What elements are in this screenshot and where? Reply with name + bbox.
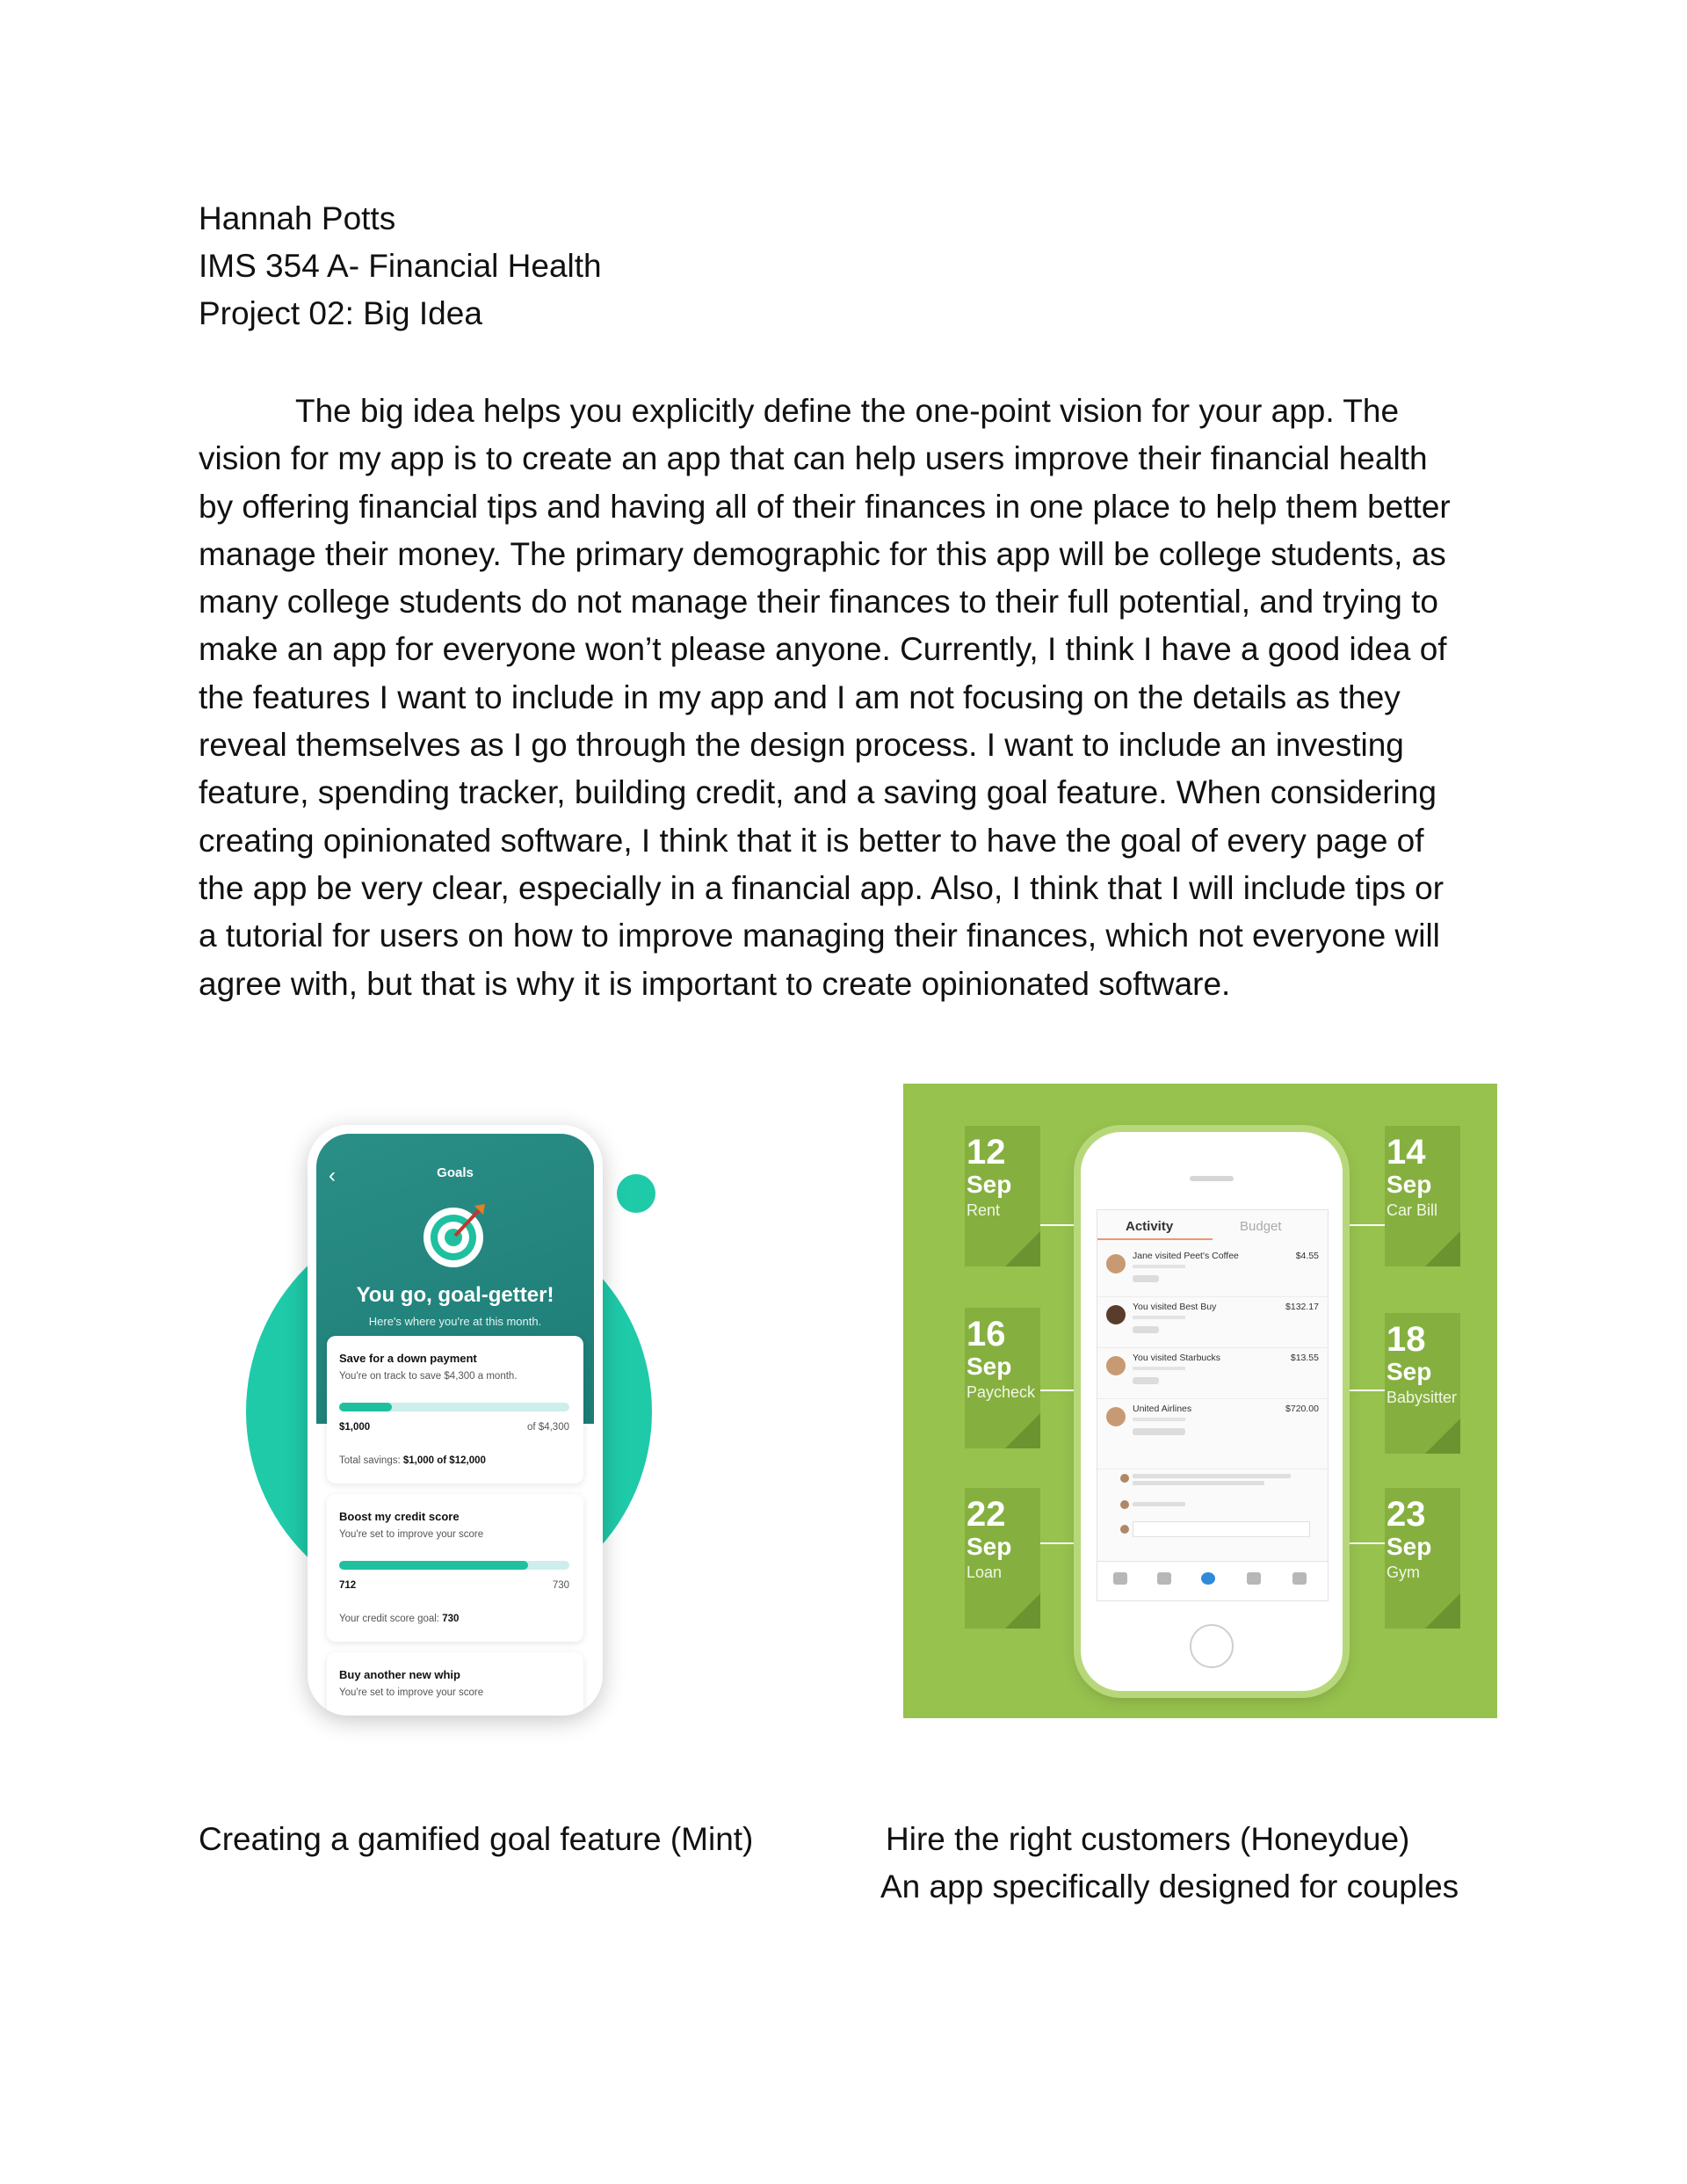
avatar	[1120, 1474, 1129, 1483]
transaction-row[interactable]	[1097, 1347, 1328, 1399]
goal-card-subtitle: You're on track to save $4,300 a month.	[339, 1371, 518, 1382]
body-line: agree with, but that is why it is important to create opinionated software.	[199, 965, 1231, 1002]
transaction-name: You visited Best Buy	[1133, 1302, 1217, 1312]
bill-tag-month: Sep	[967, 1353, 1012, 1380]
goal-progress-track	[339, 1561, 569, 1570]
goal-card-new-whip[interactable]	[327, 1652, 583, 1716]
mint-goals-figure	[237, 1125, 677, 1723]
comment-thread	[1097, 1470, 1328, 1555]
goal-footer-value: $1,000 of $12,000	[402, 1455, 486, 1466]
body-line: manage their money. The primary demographic for this app will be college students, as	[199, 535, 1446, 572]
transaction-amount: $13.55	[1290, 1353, 1319, 1363]
transaction-row[interactable]	[1097, 1398, 1328, 1469]
transaction-name: You visited Starbucks	[1133, 1353, 1221, 1363]
reaction-icon[interactable]	[1133, 1275, 1159, 1282]
target-icon	[420, 1201, 490, 1271]
transaction-amount: $4.55	[1295, 1251, 1319, 1261]
bottom-nav	[1097, 1561, 1328, 1600]
bill-tag-label: Babysitter	[1387, 1389, 1458, 1406]
bill-tag-day: 18	[1387, 1320, 1426, 1359]
body-line: The big idea helps you explicitly define the one-point vision for your app. The	[295, 393, 1400, 429]
back-chevron-icon[interactable]: ‹	[329, 1164, 336, 1187]
bill-tag-day: 22	[967, 1495, 1006, 1534]
body-paragraph	[199, 388, 1499, 1008]
bill-tag-babysitter	[1385, 1313, 1460, 1454]
transaction-meta	[1133, 1265, 1185, 1268]
comment-line	[1133, 1481, 1264, 1485]
body-line: feature, spending tracker, building credit, and a saving goal feature. When considering	[199, 774, 1437, 811]
body-line: make an app for everyone won’t please anyone. Currently, I think I have a good idea of	[199, 631, 1447, 668]
bill-tag-month: Sep	[1387, 1533, 1432, 1560]
avatar	[1106, 1305, 1126, 1324]
active-tab-indicator	[1097, 1238, 1213, 1240]
transaction-row[interactable]	[1097, 1245, 1328, 1297]
bill-tag-label: Car Bill	[1387, 1201, 1438, 1219]
bill-tag-car-bill	[1385, 1126, 1460, 1266]
goal-footer	[339, 1455, 486, 1466]
bill-tag-gym	[1385, 1488, 1460, 1629]
goal-card-credit-score[interactable]	[327, 1494, 583, 1642]
goal-target-value: 730	[552, 1580, 569, 1591]
comment-line	[1133, 1502, 1185, 1506]
bill-tag-rent	[965, 1126, 1040, 1266]
caption-left: Creating a gamified goal feature (Mint)	[199, 1821, 754, 1857]
body-line: by offering financial tips and having all of their finances in one place to help them better	[199, 488, 1451, 525]
mint-heading: You go, goal-getter!	[356, 1283, 554, 1307]
honeydue-figure	[903, 1084, 1497, 1718]
transaction-meta	[1133, 1316, 1185, 1319]
body-line: reveal themselves as I go through the design process. I want to include an investing	[199, 727, 1404, 764]
bill-tag-day: 23	[1387, 1495, 1426, 1534]
transaction-amount: $720.00	[1285, 1404, 1319, 1414]
reaction-icon[interactable]	[1133, 1377, 1159, 1384]
avatar	[1106, 1254, 1126, 1273]
goal-footer-label: Your credit score goal:	[339, 1614, 440, 1624]
nav-icon[interactable]	[1113, 1572, 1127, 1585]
transaction-amount: $132.17	[1285, 1302, 1319, 1312]
home-button	[1190, 1624, 1234, 1668]
body-line: vision for my app is to create an app that can help users improve their financial health	[199, 440, 1428, 477]
nav-icon-active[interactable]	[1201, 1572, 1215, 1585]
nav-icon[interactable]	[1157, 1572, 1171, 1585]
bill-tag-month: Sep	[967, 1533, 1012, 1560]
body-line: many college students do not manage their finances to their full potential, and trying to	[199, 584, 1438, 620]
bill-tag-loan	[965, 1488, 1040, 1629]
goal-card-title: Boost my credit score	[339, 1510, 460, 1523]
transaction-meta	[1133, 1418, 1185, 1421]
goal-footer-value: 730	[442, 1614, 460, 1624]
mint-subheading: Here's where you're at this month.	[368, 1315, 542, 1328]
goal-progress-fill	[339, 1403, 392, 1411]
mint-screen-title: Goals	[437, 1165, 474, 1180]
goal-progress-fill	[339, 1561, 528, 1570]
goal-footer-label: Total savings:	[339, 1455, 401, 1466]
goal-card-subtitle: You're set to improve your score	[339, 1529, 484, 1540]
bill-tag-label: Gym	[1387, 1564, 1420, 1581]
nav-icon[interactable]	[1247, 1572, 1261, 1585]
reaction-icon[interactable]	[1133, 1428, 1185, 1435]
course-title: IMS 354 A- Financial Health	[199, 248, 602, 284]
goal-card-title: Buy another new whip	[339, 1668, 460, 1681]
honeydue-screen	[1097, 1209, 1329, 1601]
goal-card-subtitle: You're set to improve your score	[339, 1687, 484, 1698]
avatar	[1106, 1356, 1126, 1375]
bill-tag-month: Sep	[1387, 1171, 1432, 1198]
bill-tag-day: 16	[967, 1315, 1006, 1353]
decorative-dot	[617, 1174, 655, 1213]
transaction-meta	[1133, 1367, 1185, 1370]
avatar	[1106, 1407, 1126, 1426]
caption-right: Hire the right customers (Honeydue)	[886, 1821, 1410, 1857]
body-line: a tutorial for users on how to improve managing their finances, which not everyone will	[199, 918, 1440, 954]
comment-line	[1133, 1474, 1291, 1478]
bill-tag-label: Loan	[967, 1564, 1003, 1581]
bill-tag-paycheck	[965, 1308, 1040, 1448]
avatar	[1120, 1525, 1129, 1534]
transaction-row[interactable]	[1097, 1296, 1328, 1348]
bill-tag-label: Rent	[967, 1201, 1001, 1219]
bill-tag-label: Paycheck	[967, 1383, 1036, 1401]
author-name: Hannah Potts	[199, 200, 396, 236]
goal-card-down-payment[interactable]	[327, 1336, 583, 1484]
body-line: the app be very clear, especially in a financial app. Also, I think that I will include tips or	[199, 869, 1444, 906]
goal-current-value: 712	[339, 1580, 357, 1591]
goal-target-value: of $4,300	[527, 1422, 569, 1433]
body-line: the features I want to include in my app and I am not focusing on the details as they	[199, 678, 1401, 715]
transaction-name: United Airlines	[1133, 1404, 1192, 1414]
goal-progress-track	[339, 1403, 569, 1411]
avatar	[1120, 1500, 1129, 1509]
bill-tag-day: 14	[1387, 1133, 1426, 1172]
tab-budget[interactable]: Budget	[1240, 1219, 1282, 1234]
bill-tag-month: Sep	[967, 1171, 1012, 1198]
phone-speaker	[1190, 1176, 1234, 1181]
project-title: Project 02: Big Idea	[199, 295, 482, 331]
nav-icon[interactable]	[1292, 1572, 1307, 1585]
mint-phone-mockup	[308, 1125, 603, 1716]
comment-input[interactable]	[1133, 1521, 1310, 1537]
bill-tag-day: 12	[967, 1133, 1006, 1172]
goal-current-value: $1,000	[339, 1422, 371, 1433]
body-line: creating opinionated software, I think that it is better to have the goal of every page of	[199, 822, 1424, 859]
bill-tag-month: Sep	[1387, 1358, 1432, 1385]
honeydue-phone-mockup	[1081, 1132, 1343, 1691]
reaction-icon[interactable]	[1133, 1326, 1159, 1333]
caption-right-sub: An app specifically designed for couples	[880, 1868, 1459, 1905]
goal-card-title: Save for a down payment	[339, 1352, 477, 1365]
tab-activity[interactable]: Activity	[1126, 1219, 1174, 1234]
goal-footer	[339, 1614, 459, 1624]
transaction-name: Jane visited Peet's Coffee	[1133, 1251, 1239, 1261]
